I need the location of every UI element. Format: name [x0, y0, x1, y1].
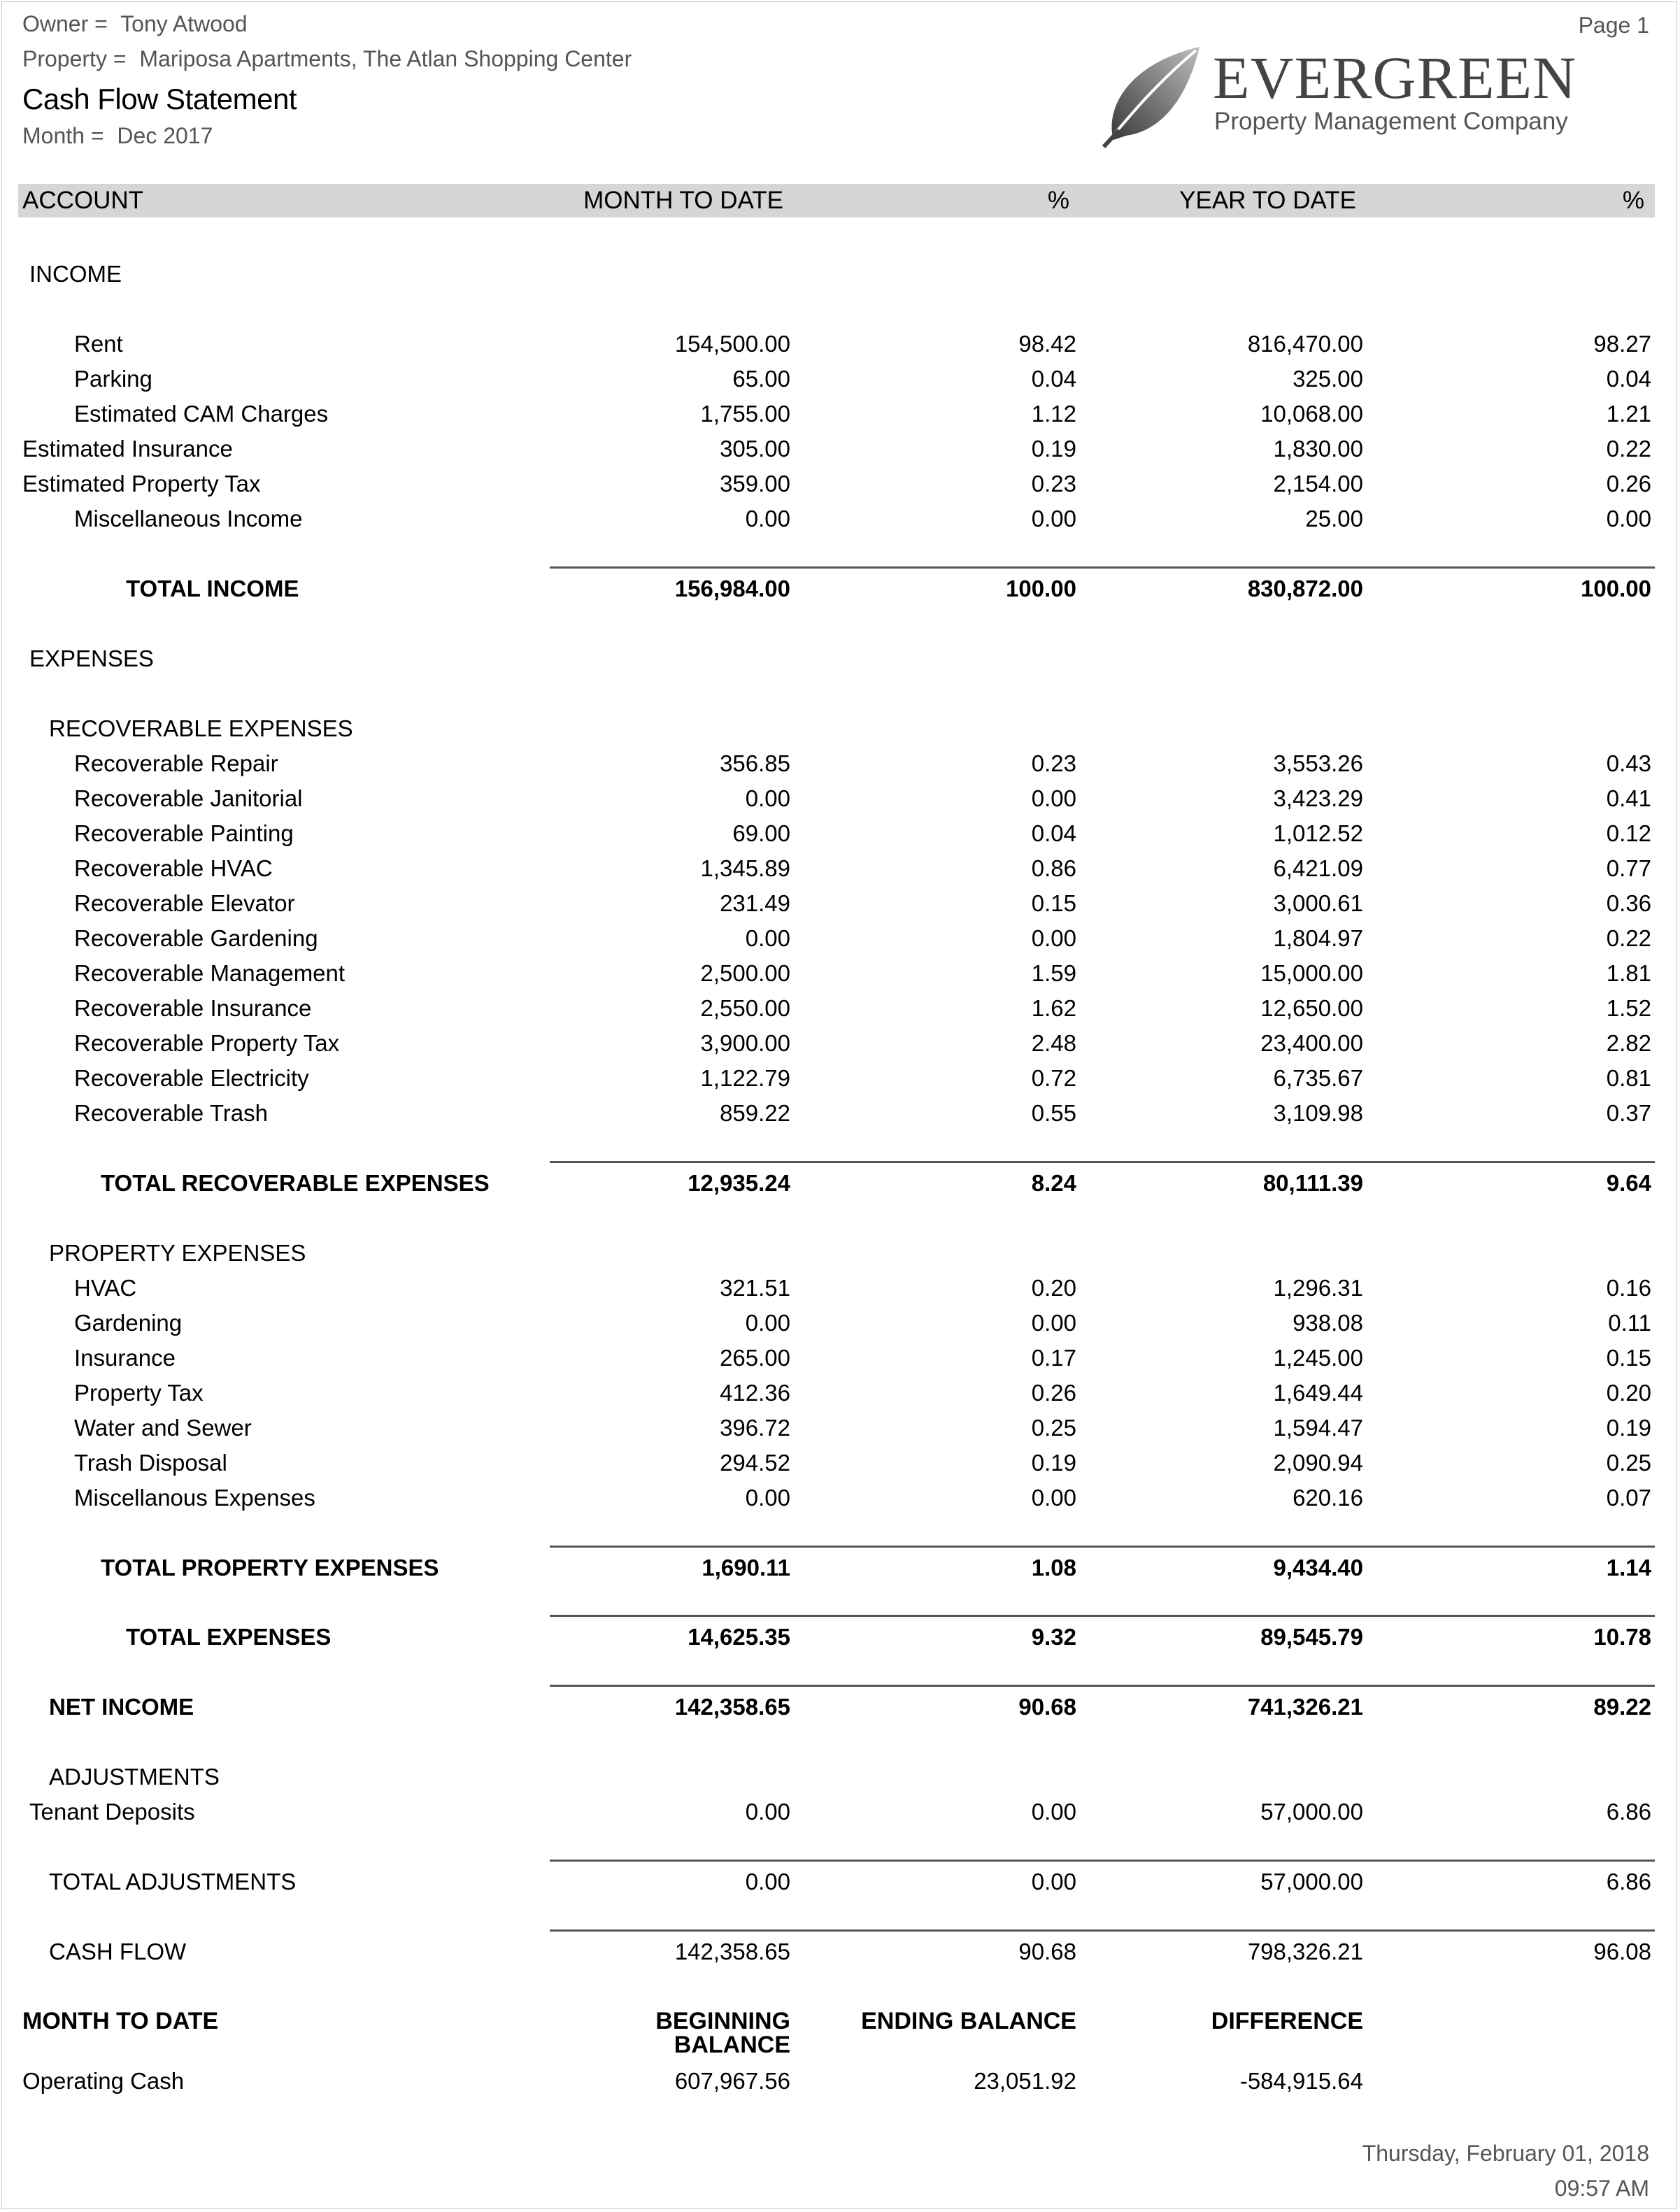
account-name: Recoverable HVAC [74, 855, 273, 881]
account-name: Estimated Insurance [22, 436, 233, 462]
table-row [0, 1269, 1680, 1304]
mtd-percent: 0.23 [1031, 750, 1076, 776]
mtd-value: 305.00 [720, 436, 790, 462]
mtd-value: 1,690.11 [702, 1555, 790, 1580]
adjustments-heading: ADJUSTMENTS [49, 1764, 220, 1790]
mtd-value: 321.51 [720, 1275, 790, 1301]
property-expenses-heading: PROPERTY EXPENSES [49, 1240, 306, 1266]
total-row [0, 1863, 1680, 1898]
ytd-percent: 96.08 [1593, 1939, 1651, 1964]
mtd-value: 0.00 [745, 1485, 790, 1511]
table-row [0, 1374, 1680, 1409]
mtd-percent: 1.62 [1031, 995, 1076, 1021]
table-row [0, 500, 1680, 535]
ytd-value: 325.00 [1293, 366, 1363, 392]
beginning-balance-header [655, 2009, 790, 2057]
ytd-percent: 10.78 [1593, 1624, 1651, 1650]
table-row [0, 1444, 1680, 1479]
income-heading: INCOME [29, 261, 122, 287]
summary-heading: MONTH TO DATE [22, 2008, 219, 2034]
account-name: Parking [74, 366, 152, 392]
property-line [22, 46, 632, 72]
ytd-value: 10,068.00 [1260, 401, 1363, 427]
ytd-percent: 0.00 [1606, 506, 1651, 531]
print-time: 09:57 AM [1554, 2176, 1649, 2201]
ytd-percent: 0.77 [1606, 855, 1651, 881]
property-value: Mariposa Apartments, The Atlan Shopping Center [139, 46, 632, 71]
leaf-icon [1098, 43, 1203, 148]
mtd-value: 396.72 [720, 1415, 790, 1441]
ytd-value: 1,594.47 [1273, 1415, 1363, 1441]
ytd-value: 6,735.67 [1273, 1065, 1363, 1091]
mtd-percent: 0.19 [1031, 1450, 1076, 1476]
ytd-value: 938.08 [1293, 1310, 1363, 1336]
mtd-percent: 9.32 [1031, 1624, 1076, 1650]
account-name: Recoverable Gardening [74, 925, 318, 951]
account-name: Miscellanous Expenses [74, 1485, 315, 1511]
mtd-value: 2,500.00 [700, 960, 790, 986]
mtd-value: 1,755.00 [700, 401, 790, 427]
table-row [0, 1094, 1680, 1129]
total-rule [550, 1860, 1655, 1862]
owner-line [22, 11, 248, 37]
account-name: Operating Cash [22, 2068, 185, 2094]
ending-balance: 23,051.92 [974, 2068, 1076, 2094]
account-name: Rent [74, 331, 123, 357]
mtd-percent: 0.00 [1031, 506, 1076, 531]
mtd-value: 356.85 [720, 750, 790, 776]
mtd-percent: 0.23 [1031, 471, 1076, 497]
table-row [0, 1304, 1680, 1339]
ytd-percent: 0.12 [1606, 820, 1651, 846]
mtd-value: 294.52 [720, 1450, 790, 1476]
mtd-value: 142,358.65 [674, 1694, 790, 1720]
ytd-percent: 9.64 [1606, 1170, 1651, 1196]
mtd-value: 231.49 [720, 890, 790, 916]
mtd-percent: 8.24 [1031, 1170, 1076, 1196]
ytd-percent: 89.22 [1593, 1694, 1651, 1720]
table-row [0, 920, 1680, 955]
section-heading [0, 255, 1680, 290]
ending-balance-header: ENDING BALANCE [861, 2008, 1076, 2034]
account-name: Recoverable Janitorial [74, 785, 303, 811]
mtd-value: 154,500.00 [674, 331, 790, 357]
ytd-percent: 98.27 [1593, 331, 1651, 357]
ytd-percent: 0.36 [1606, 890, 1651, 916]
total-rule [550, 1615, 1655, 1617]
col-month-to-date: MONTH TO DATE [583, 187, 783, 214]
ytd-value: 15,000.00 [1260, 960, 1363, 986]
col-mtd-percent: % [1047, 187, 1069, 214]
table-row [0, 885, 1680, 920]
mtd-percent: 0.20 [1031, 1275, 1076, 1301]
ytd-percent: 0.25 [1606, 1450, 1651, 1476]
ytd-value: 1,296.31 [1273, 1275, 1363, 1301]
cash-flow-label: CASH FLOW [49, 1939, 187, 1964]
month-value: Dec 2017 [117, 123, 213, 148]
mtd-percent: 0.25 [1031, 1415, 1076, 1441]
ytd-percent: 1.52 [1606, 995, 1651, 1021]
mtd-percent: 0.15 [1031, 890, 1076, 916]
subsection-heading [0, 1758, 1680, 1793]
mtd-percent: 100.00 [1006, 576, 1076, 601]
ytd-value: 3,000.61 [1273, 890, 1363, 916]
account-name: Estimated Property Tax [22, 471, 261, 497]
account-name: Insurance [74, 1345, 176, 1371]
ytd-value: 57,000.00 [1260, 1799, 1363, 1825]
total-rule [550, 1161, 1655, 1163]
mtd-percent: 2.48 [1031, 1030, 1076, 1056]
account-name: Water and Sewer [74, 1415, 252, 1441]
ytd-value: 3,109.98 [1273, 1100, 1363, 1126]
month-line [22, 123, 213, 149]
account-name: Estimated CAM Charges [74, 401, 329, 427]
col-year-to-date: YEAR TO DATE [1179, 187, 1356, 214]
account-name: Recoverable Insurance [74, 995, 312, 1021]
table-row [0, 1409, 1680, 1444]
owner-value: Tony Atwood [120, 11, 248, 36]
ytd-value: 12,650.00 [1260, 995, 1363, 1021]
property-label: Property = [22, 46, 127, 71]
cash-flow-row [0, 1933, 1680, 1968]
mtd-value: 3,900.00 [700, 1030, 790, 1056]
ytd-value: 3,553.26 [1273, 750, 1363, 776]
ytd-value: 830,872.00 [1247, 576, 1363, 601]
mtd-value: 412.36 [720, 1380, 790, 1406]
total-rule [550, 1929, 1655, 1932]
mtd-percent: 1.08 [1031, 1555, 1076, 1580]
col-ytd-percent: % [1622, 187, 1644, 214]
mtd-value: 14,625.35 [688, 1624, 790, 1650]
ytd-value: 3,423.29 [1273, 785, 1363, 811]
total-rule [550, 1546, 1655, 1548]
ytd-value: 25.00 [1305, 506, 1363, 531]
table-row [0, 990, 1680, 1025]
total-income-label: TOTAL INCOME [126, 576, 299, 601]
ytd-value: 2,090.94 [1273, 1450, 1363, 1476]
total-row [0, 1549, 1680, 1584]
account-name: HVAC [74, 1275, 137, 1301]
ytd-value: 2,154.00 [1273, 471, 1363, 497]
table-row [0, 745, 1680, 780]
mtd-percent: 0.17 [1031, 1345, 1076, 1371]
mtd-value: 142,358.65 [674, 1939, 790, 1964]
ytd-percent: 0.15 [1606, 1345, 1651, 1371]
mtd-percent: 0.86 [1031, 855, 1076, 881]
mtd-percent: 0.26 [1031, 1380, 1076, 1406]
recoverable-expenses-heading: RECOVERABLE EXPENSES [49, 715, 353, 741]
table-row [0, 360, 1680, 395]
total-expenses-label: TOTAL EXPENSES [126, 1624, 332, 1650]
table-row [0, 430, 1680, 465]
ytd-percent: 0.22 [1606, 925, 1651, 951]
ytd-percent: 0.04 [1606, 366, 1651, 392]
ytd-value: 1,649.44 [1273, 1380, 1363, 1406]
ytd-percent: 0.19 [1606, 1415, 1651, 1441]
mtd-value: 0.00 [745, 785, 790, 811]
mtd-percent: 0.55 [1031, 1100, 1076, 1126]
ytd-percent: 0.11 [1608, 1310, 1651, 1336]
table-row [0, 955, 1680, 990]
subsection-heading [0, 710, 1680, 745]
ytd-value: 741,326.21 [1247, 1694, 1363, 1720]
ytd-percent: 0.41 [1606, 785, 1651, 811]
page-title: Cash Flow Statement [22, 83, 297, 115]
mtd-percent: 0.00 [1031, 785, 1076, 811]
table-row [0, 1793, 1680, 1828]
ytd-value: 620.16 [1293, 1485, 1363, 1511]
table-row [0, 1479, 1680, 1514]
mtd-percent: 90.68 [1018, 1694, 1076, 1720]
difference-value: -584,915.64 [1239, 2068, 1363, 2094]
net-income-row [0, 1688, 1680, 1723]
owner-label: Owner = [22, 11, 108, 36]
ytd-percent: 1.81 [1606, 960, 1651, 986]
table-row [0, 780, 1680, 815]
col-account: ACCOUNT [22, 187, 144, 214]
ytd-value: 9,434.40 [1273, 1555, 1363, 1580]
ytd-percent: 0.07 [1606, 1485, 1651, 1511]
ytd-percent: 0.26 [1606, 471, 1651, 497]
ytd-percent: 0.81 [1606, 1065, 1651, 1091]
table-row [0, 850, 1680, 885]
month-label: Month = [22, 123, 104, 148]
mtd-percent: 1.12 [1031, 401, 1076, 427]
mtd-percent: 0.04 [1031, 820, 1076, 846]
expenses-heading: EXPENSES [29, 645, 154, 671]
logo-name: EVERGREEN [1213, 44, 1577, 111]
print-date: Thursday, February 01, 2018 [1362, 2141, 1649, 2166]
total-recoverable-label: TOTAL RECOVERABLE EXPENSES [101, 1170, 490, 1196]
beginning-balance: 607,967.56 [674, 2068, 790, 2094]
mtd-percent: 0.00 [1031, 1485, 1076, 1511]
table-row [0, 1339, 1680, 1374]
table-row [0, 2062, 1680, 2097]
mtd-value: 156,984.00 [674, 576, 790, 601]
subsection-heading [0, 1234, 1680, 1269]
total-rule [550, 1685, 1655, 1687]
mtd-percent: 98.42 [1018, 331, 1076, 357]
mtd-value: 265.00 [720, 1345, 790, 1371]
ytd-percent: 1.21 [1606, 401, 1651, 427]
ytd-value: 1,245.00 [1273, 1345, 1363, 1371]
ytd-percent: 0.20 [1606, 1380, 1651, 1406]
table-row [0, 1025, 1680, 1059]
account-name: Tenant Deposits [29, 1799, 195, 1825]
ytd-value: 6,421.09 [1273, 855, 1363, 881]
account-name: Property Tax [74, 1380, 204, 1406]
account-name: Recoverable Elevator [74, 890, 295, 916]
mtd-percent: 90.68 [1018, 1939, 1076, 1964]
mtd-percent: 0.00 [1031, 1799, 1076, 1825]
ytd-percent: 6.86 [1606, 1799, 1651, 1825]
ytd-value: 23,400.00 [1260, 1030, 1363, 1056]
ytd-value: 816,470.00 [1247, 331, 1363, 357]
mtd-value: 0.00 [745, 1869, 790, 1895]
total-row [0, 1164, 1680, 1199]
ytd-percent: 0.37 [1606, 1100, 1651, 1126]
table-row [0, 325, 1680, 360]
beginning-line-1: BEGINNING [655, 2008, 790, 2034]
account-name: Recoverable Repair [74, 750, 278, 776]
ytd-value: 1,012.52 [1273, 820, 1363, 846]
mtd-value: 12,935.24 [688, 1170, 790, 1196]
account-name: Recoverable Management [74, 960, 346, 986]
mtd-percent: 0.04 [1031, 366, 1076, 392]
mtd-value: 859.22 [720, 1100, 790, 1126]
mtd-value: 0.00 [745, 925, 790, 951]
account-name: Recoverable Electricity [74, 1065, 309, 1091]
account-name: Recoverable Painting [74, 820, 294, 846]
mtd-percent: 0.72 [1031, 1065, 1076, 1091]
total-row [0, 570, 1680, 605]
column-header [18, 184, 1655, 217]
ytd-value: 798,326.21 [1247, 1939, 1363, 1964]
ytd-percent: 6.86 [1606, 1869, 1651, 1895]
mtd-value: 0.00 [745, 1310, 790, 1336]
mtd-percent: 1.59 [1031, 960, 1076, 986]
ytd-percent: 100.00 [1581, 576, 1651, 601]
ytd-percent: 2.82 [1606, 1030, 1651, 1056]
ytd-value: 57,000.00 [1260, 1869, 1363, 1895]
mtd-value: 359.00 [720, 471, 790, 497]
account-name: Miscellaneous Income [74, 506, 303, 531]
ytd-percent: 0.43 [1606, 750, 1651, 776]
mtd-value: 0.00 [745, 1799, 790, 1825]
section-heading [0, 640, 1680, 675]
total-property-label: TOTAL PROPERTY EXPENSES [101, 1555, 439, 1580]
mtd-value: 65.00 [732, 366, 790, 392]
ytd-value: 1,830.00 [1273, 436, 1363, 462]
table-row [0, 815, 1680, 850]
total-row [0, 1618, 1680, 1653]
mtd-percent: 0.00 [1031, 1310, 1076, 1336]
ytd-percent: 0.22 [1606, 436, 1651, 462]
difference-header: DIFFERENCE [1211, 2008, 1363, 2034]
mtd-value: 0.00 [745, 506, 790, 531]
mtd-value: 1,122.79 [700, 1065, 790, 1091]
account-name: Gardening [74, 1310, 183, 1336]
mtd-value: 2,550.00 [700, 995, 790, 1021]
company-logo [1098, 43, 1577, 155]
mtd-value: 1,345.89 [700, 855, 790, 881]
account-name: Recoverable Trash [74, 1100, 268, 1126]
table-row [0, 395, 1680, 430]
table-row [0, 1059, 1680, 1094]
logo-subtitle: Property Management Company [1214, 108, 1568, 135]
ytd-value: 1,804.97 [1273, 925, 1363, 951]
page-number: Page 1 [1578, 13, 1649, 38]
beginning-line-2: BALANCE [674, 2032, 790, 2058]
mtd-percent: 0.00 [1031, 925, 1076, 951]
total-rule [550, 566, 1655, 569]
ytd-percent: 1.14 [1606, 1555, 1651, 1580]
table-row [0, 465, 1680, 500]
ytd-value: 89,545.79 [1260, 1624, 1363, 1650]
ytd-value: 80,111.39 [1262, 1170, 1363, 1196]
mtd-value: 69.00 [732, 820, 790, 846]
account-name: Recoverable Property Tax [74, 1030, 340, 1056]
mtd-percent: 0.00 [1031, 1869, 1076, 1895]
ytd-percent: 0.16 [1606, 1275, 1651, 1301]
total-adjustments-label: TOTAL ADJUSTMENTS [49, 1869, 297, 1895]
mtd-percent: 0.19 [1031, 436, 1076, 462]
account-name: Trash Disposal [74, 1450, 227, 1476]
net-income-label: NET INCOME [49, 1694, 194, 1720]
